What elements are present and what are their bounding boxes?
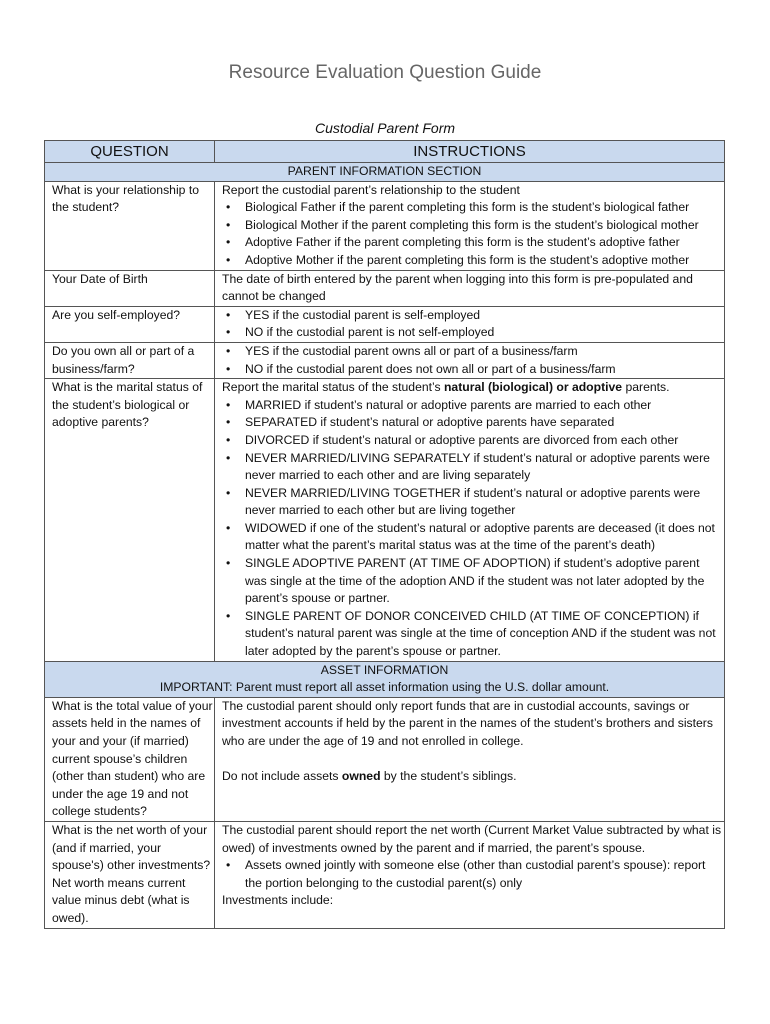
bullet-list xyxy=(222,343,724,378)
instructions-cell xyxy=(215,821,725,928)
bullet-list xyxy=(222,397,724,661)
instruction-note xyxy=(222,768,724,786)
instructions-cell xyxy=(215,342,725,378)
instruction-text xyxy=(222,379,724,397)
list-item: • Biological Father if the parent completing this form is the student’s biological father xyxy=(222,199,724,217)
form-title: Custodial Parent Form xyxy=(314,120,456,136)
parent-information-section-title: PARENT INFORMATION SECTION xyxy=(45,163,725,182)
list-item: • SINGLE PARENT OF DONOR CONCEIVED CHILD (AT TIME OF CONCEPTION) if student’s natural parent was single at the time of conception AND if the student was not later adopted by the parent’s spouse or partner. xyxy=(222,608,724,661)
question-cell: What is the net worth of your (and if married, your spouse's) other investments? Net worth means current value minus debt (what is owed). xyxy=(45,821,215,928)
instructions-cell xyxy=(215,306,725,342)
bullet-list xyxy=(222,307,724,342)
table-row xyxy=(45,821,725,928)
question-cell: What is your relationship to the student? xyxy=(45,181,215,270)
list-item: • Adoptive Mother if the parent completing this form is the student’s adoptive mother xyxy=(222,252,724,270)
instructions-cell: The date of birth entered by the parent when logging into this form is pre-populated and cannot be changed xyxy=(215,270,725,306)
note-bold: owned xyxy=(341,769,381,784)
intro-suffix: parents. xyxy=(622,380,670,395)
instructions-column-header: INSTRUCTIONS xyxy=(215,141,725,163)
instructions-cell xyxy=(215,379,725,662)
list-item: • Adoptive Father if the parent completing this form is the student’s adoptive father xyxy=(222,234,724,252)
table-row xyxy=(45,306,725,342)
instruction-footer: Investments include: xyxy=(222,893,334,908)
table-row xyxy=(45,342,725,378)
list-item: • YES if the custodial parent is self-employed xyxy=(222,307,724,325)
question-cell: What is the marital status of the student’s biological or adoptive parents? xyxy=(45,379,215,662)
asset-information-important-note: IMPORTANT: Parent must report all asset information using the U.S. dollar amount. xyxy=(159,680,610,695)
table-row xyxy=(45,181,725,270)
instruction-text: The custodial parent should report the net worth (Current Market Value subtracted by what is owed) of investments owned by the parent and if married, the parent’s spouse. xyxy=(222,822,722,855)
note-prefix: Do not include assets xyxy=(222,769,342,784)
question-cell: What is the total value of your assets held in the names of your and your (if married) current spouse’s children (other than student) who are under the age 19 and not college students? xyxy=(45,697,215,821)
list-item: • NEVER MARRIED/LIVING SEPARATELY if student’s natural or adoptive parents were never married to each other and are living separately xyxy=(222,450,724,485)
table-row xyxy=(45,379,725,662)
section-row xyxy=(45,661,725,697)
instruction-text: Report the custodial parent’s relationship to the student xyxy=(222,182,520,197)
list-item: • SEPARATED if student’s natural or adoptive parents have separated xyxy=(222,414,724,432)
question-cell: Your Date of Birth xyxy=(45,270,215,306)
table-row xyxy=(45,697,725,821)
section-row xyxy=(45,163,725,182)
table-row xyxy=(45,270,725,306)
list-item: • NO if the custodial parent is not self-employed xyxy=(222,324,724,342)
list-item: • MARRIED if student’s natural or adoptive parents are married to each other xyxy=(222,397,724,415)
list-item: • NO if the custodial parent does not own all or part of a business/farm xyxy=(222,361,724,379)
list-item: • NEVER MARRIED/LIVING TOGETHER if student’s natural or adoptive parents were never married to each other but are living together xyxy=(222,485,724,520)
instructions-cell xyxy=(215,181,725,270)
list-item: • DIVORCED if student’s natural or adoptive parents are divorced from each other xyxy=(222,432,724,450)
instructions-cell xyxy=(215,697,725,821)
bullet-list xyxy=(222,199,724,269)
table-header-row xyxy=(45,141,725,163)
list-item: • SINGLE ADOPTIVE PARENT (AT TIME OF ADOPTION) if student’s adoptive parent was single at the time of the adoption AND if the student was not later adopted by the parent’s spouse or partner. xyxy=(222,555,724,608)
asset-information-section xyxy=(45,661,725,697)
list-item: • YES if the custodial parent owns all or part of a business/farm xyxy=(222,343,724,361)
intro-bold: natural (biological) or adoptive xyxy=(443,380,623,395)
question-cell: Do you own all or part of a business/farm? xyxy=(45,342,215,378)
question-cell: Are you self-employed? xyxy=(45,306,215,342)
question-column-header: QUESTION xyxy=(45,141,215,163)
list-item: • Assets owned jointly with someone else (other than custodial parent’s spouse): report the portion belonging to the custodial parent(s) only xyxy=(222,857,724,892)
list-item: • Biological Mother if the parent completing this form is the student’s biological mother xyxy=(222,217,724,235)
instruction-text: The custodial parent should only report funds that are in custodial accounts, savings or investment accounts if held by the parent in the names of the student’s brothers and sisters who are under the age of 19 and not enrolled in college. xyxy=(222,698,713,748)
intro-prefix: Report the marital status of the student’s xyxy=(222,380,444,395)
note-suffix: by the student’s siblings. xyxy=(380,769,517,784)
list-item: • WIDOWED if one of the student’s natural or adoptive parents are deceased (it does not matter what the parent’s marital status was at the time of the parent’s death) xyxy=(222,520,724,555)
document-title: Resource Evaluation Question Guide xyxy=(228,62,542,83)
question-guide-table xyxy=(44,140,725,929)
bullet-list xyxy=(222,857,724,892)
asset-information-section-title: ASSET INFORMATION xyxy=(320,662,449,677)
